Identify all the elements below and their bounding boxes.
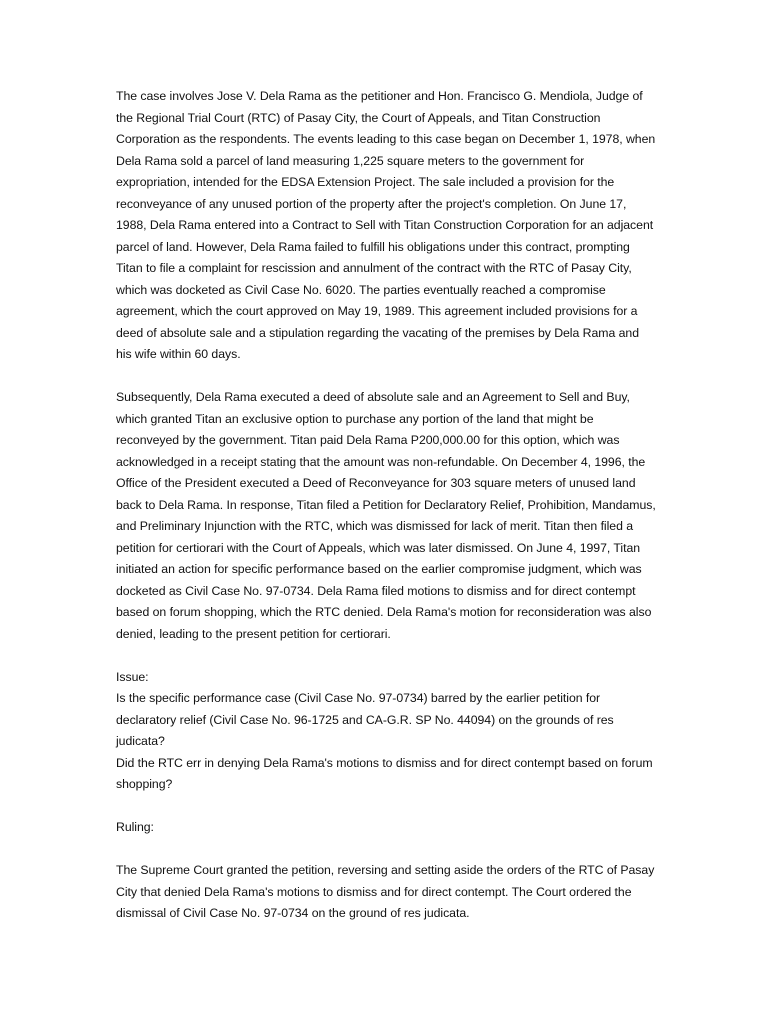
paragraph-spacer (116, 796, 656, 818)
paragraph-spacer (116, 366, 656, 388)
paragraph-spacer (116, 645, 656, 667)
issue-heading: Issue: (116, 669, 149, 684)
ruling-heading: Ruling: (116, 820, 154, 834)
paragraph-spacer (116, 839, 656, 861)
issue-item-1: Is the specific performance case (Civil Case No. 97-0734) barred by the earlier petition for declaratory relief (Civil Case No. 96-1725 and CA-G.R. SP No. 44094) on the grounds of res judicata? (116, 691, 614, 748)
ruling-paragraph: The Supreme Court granted the petition, reversing and setting aside the orders of the RTC of Pasay City that denied Dela Rama's motions to dismiss and for direct contempt. The Court ordered the dismissal of Civil Case No. 97-0734 on the ground of res judicata. (116, 863, 655, 920)
document-page (116, 86, 656, 925)
issue-item-2: Did the RTC err in denying Dela Rama's motions to dismiss and for direct contempt based on forum shopping? (116, 755, 653, 791)
facts-paragraph-1: The case involves Jose V. Dela Rama as the petitioner and Hon. Francisco G. Mendiola, Judge of the Regional Trial Court (RTC) of Pasay City, the Court of Appeals, and Titan Construction Corporation as the respondents. The events leading to this case began on December 1, 1978, when Dela Rama sold a parcel of land measuring 1,225 square meters to the government for expropriation, intended for the EDSA Extension Project. The sale included a provision for the reconveyance of any unused portion of the property after the project's completion. On June 17, 1988, Dela Rama entered into a Contract to Sell with Titan Construction Corporation for an adjacent parcel of land. However, Dela Rama failed to fulfill his obligations under this contract, prompting Titan to file a complaint for rescission and annulment of the contract with the RTC of Pasay City, which was docketed as Civil Case No. 6020. The parties eventually reached a compromise agreement, which the court approved on May 19, 1989. This agreement included provisions for a deed of absolute sale and a stipulation regarding the vacating of the premises by Dela Rama and his wife within 60 days. (116, 89, 656, 361)
facts-paragraph-2: Subsequently, Dela Rama executed a deed of absolute sale and an Agreement to Sell and Buy, which granted Titan an exclusive option to purchase any portion of the land that might be reconveyed by the government. Titan paid Dela Rama P200,000.00 for this option, which was acknowledged in a receipt stating that the amount was non-refundable. On December 4, 1996, the Office of the President executed a Deed of Reconveyance for 303 square meters of unused land back to Dela Rama. In response, Titan filed a Petition for Declaratory Relief, Prohibition, Mandamus, and Preliminary Injunction with the RTC, which was dismissed for lack of merit. Titan then filed a petition for certiorari with the Court of Appeals, which was later dismissed. On June 4, 1997, Titan initiated an action for specific performance based on the earlier compromise judgment, which was docketed as Civil Case No. 97-0734. Dela Rama filed motions to dismiss and for direct contempt based on forum shopping, which the RTC denied. Dela Rama's motion for reconsideration was also denied, leading to the present petition for certiorari. (116, 390, 656, 641)
